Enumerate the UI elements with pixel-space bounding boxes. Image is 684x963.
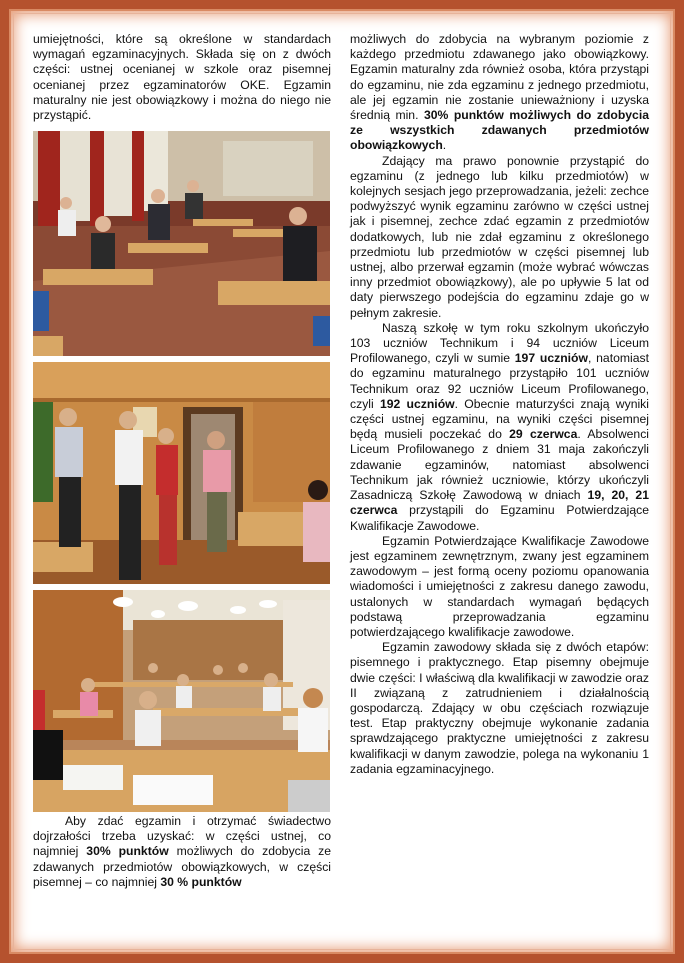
exam-room-photo [33, 131, 330, 356]
bold-text: 197 uczniów [514, 351, 588, 366]
text-run: . [442, 138, 447, 153]
text-run: Aby zdać egzamin i otrzymać świadectwo dojrzałości trzeba uzyskać: w części ustnej, co najmniej [33, 814, 331, 859]
text-run: możliwych do zdobycia na wybranym poziomie z każdego przedmiotu zdawanego jako obowiązkowy. Egzamin maturalny zda również osoba, która przystąpi do egzaminu, nie zda egzaminu z jednego przedmiotu, ale jej egzamin nie zostanie unieważniony i uzyska średnią min. [350, 32, 649, 123]
bold-text: 29 czerwca [509, 427, 578, 442]
right-paragraph-2: Zdający ma prawo ponownie przystąpić do egzaminu (z jednego lub kilku przedmiotów) w kolejnych sesjach jego przeprowadzania, jeżeli: zechce podwyższyć wynik egzaminu zarówno w części ustnej jak i pisemnej, zechce zdać egzamin z przedmiotów dodatkowych, lub nie zdał egzaminu z określonego przedmiotu lub przedmiotów w części pisemnej lub ustnej, albo przerwał egzamin (może wybrać wówczas inny przedmiot obowiązkowy), ale po upływie 5 lat od daty pierwszego podejścia do egzaminu zdaje go w pełnym zakresie. [350, 153, 649, 320]
text-run: możliwych do zdobycia ze zdawanych przedmiotów obowiązkowych, w części pisemnej – co najmniej [33, 844, 332, 889]
text-run: . Absolwenci Liceum Profilowanego z dniem 31 maja zakończyli zdawanie egzaminów, natomiast absolwenci Technikum jak również uczniowie, którzy ukończyli Zasadniczą Szkołę Zawodową w dniach [350, 427, 649, 503]
right-paragraph-1 [350, 32, 649, 154]
text-run: Naszą szkołę w tym roku szkolnym ukończyło 103 uczniów Technikum i 94 uczniów Liceum Profilowanego, czyli w sumie [350, 320, 649, 366]
left-paragraph-1: umiejętności, które są określone w standardach wymagań egzaminacyjnych. Składa się on z dwóch części: ustnej ocenianej w szkole oraz pisemnej ocenianej przez egzaminatorów OKE. Egzamin maturalny nie jest obowiązkowy i można do niego nie przystąpić. [33, 32, 331, 123]
text-run: . Obecnie maturzyści znają wyniki części ustnej egzaminu, na wyniki części pisemnej będą musieli poczekać do [350, 396, 649, 442]
left-column-bottom-text [33, 814, 331, 890]
left-paragraph-2 [33, 814, 331, 890]
bold-text: 30% punktów możliwych do zdobycia ze wszystkich zdawanych przedmiotów obowiązkowych [350, 108, 649, 153]
hallway-photo [33, 362, 330, 584]
bold-text: 192 uczniów [379, 396, 455, 411]
bold-text: 30% punktów [86, 844, 169, 859]
right-paragraph-4: Egzamin Potwierdzające Kwalifikacje Zawodowe jest egzaminem zewnętrznym, zwany jest egzaminem zawodowym – jest formą oceny poziomu opanowania wiadomości i umiejętności z zakresu danego zawodu, ustalonych w standardach wymagań będących podstawą przeprowadzania egzaminu potwierdzającego kwalifikacje zawodowe. [350, 533, 649, 639]
exam-hall-photo [33, 590, 330, 812]
right-column-text [350, 32, 649, 777]
text-run: , natomiast do egzaminu maturalnego przystąpiło 101 uczniów Technikum oraz 92 uczniów Liceum Profilowanego, czyli [350, 351, 649, 411]
bold-text: 19, 20, 21 czerwca [350, 488, 649, 518]
text-run: przystąpili do Egzaminu Potwierdzające Kwalifikacje Zawodowe. [350, 503, 649, 533]
right-paragraph-5: Egzamin zawodowy składa się z dwóch etapów: pisemnego i praktycznego. Etap pisemny obejmuje dwie części: I właściwą dla kwalifikacji w zawodzie oraz II związaną z zatrudnieniem i działalnością gospodarczą. Zdający w obu częściach rozwiązuje test. Etap praktyczny obejmuje wykonanie zadania sprawdzającego praktyczne umiejętności z zakresu kwalifikacji w danym zawodzie, polega na wykonaniu 1 zadania egzaminacyjnego. [350, 640, 649, 776]
bold-text: 30 % punktów [160, 874, 242, 889]
right-paragraph-3 [350, 321, 649, 534]
left-column-text [33, 32, 331, 123]
